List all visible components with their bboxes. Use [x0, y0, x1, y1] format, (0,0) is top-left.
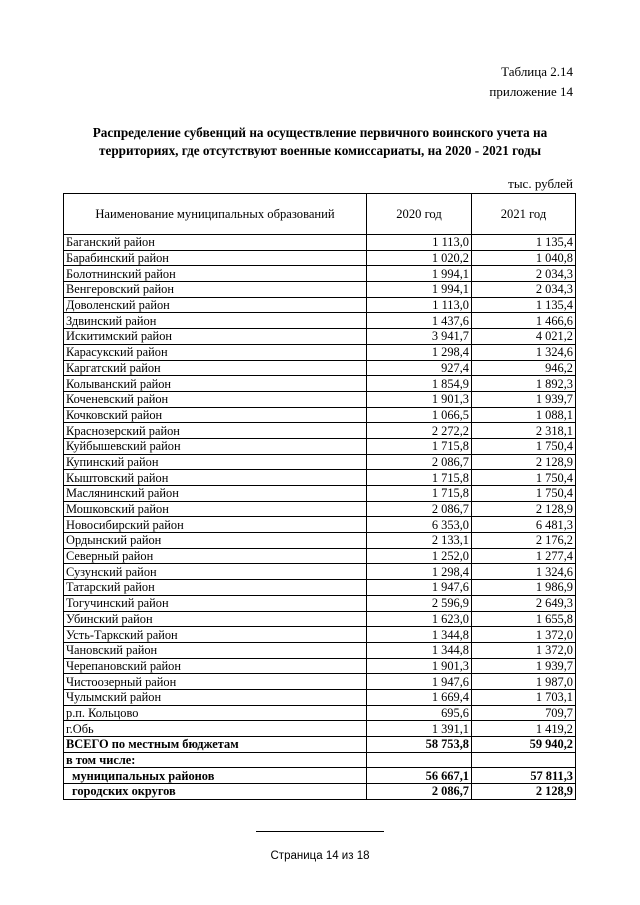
total-label: ВСЕГО по местным бюджетам	[64, 737, 367, 753]
table-row	[64, 282, 576, 298]
table-row	[64, 313, 576, 329]
value-2021: 1 372,0	[472, 627, 576, 643]
value-2021: 1 703,1	[472, 689, 576, 705]
value-2021: 2 176,2	[472, 533, 576, 549]
value-2020: 1 947,6	[367, 674, 472, 690]
value-2020: 927,4	[367, 360, 472, 376]
district-name: Коченевский район	[64, 391, 367, 407]
value-2021: 709,7	[472, 705, 576, 721]
value-2021: 2 318,1	[472, 423, 576, 439]
municipal-districts-2020: 56 667,1	[367, 768, 472, 784]
district-name: Венгеровский район	[64, 282, 367, 298]
municipal-districts-2021: 57 811,3	[472, 768, 576, 784]
value-2020: 1 113,0	[367, 235, 472, 251]
table-row	[64, 611, 576, 627]
value-2021: 1 750,4	[472, 486, 576, 502]
district-name: Чулымский район	[64, 689, 367, 705]
value-2020: 1 298,4	[367, 344, 472, 360]
value-2020: 1 066,5	[367, 407, 472, 423]
value-2021: 1 135,4	[472, 235, 576, 251]
district-name: г.Обь	[64, 721, 367, 737]
value-2020: 1 252,0	[367, 548, 472, 564]
table-row	[64, 595, 576, 611]
table-row	[64, 297, 576, 313]
table-row	[64, 454, 576, 470]
district-name: Барабинский район	[64, 250, 367, 266]
value-2020: 1 437,6	[367, 313, 472, 329]
district-name: Кыштовский район	[64, 470, 367, 486]
value-2021: 1 277,4	[472, 548, 576, 564]
column-header-name: Наименование муниципальных образований	[64, 194, 367, 235]
table-row	[64, 360, 576, 376]
value-2020: 3 941,7	[367, 329, 472, 345]
table-row	[64, 235, 576, 251]
district-name: Ордынский район	[64, 533, 367, 549]
table-row	[64, 689, 576, 705]
value-2021: 2 128,9	[472, 501, 576, 517]
table-header-row	[64, 194, 576, 235]
district-name: Чановский район	[64, 642, 367, 658]
district-name: Маслянинский район	[64, 486, 367, 502]
title-line-2: территориях, где отсутствуют военные комиссариаты, на 2020 - 2021 годы	[99, 143, 541, 158]
value-2021: 4 021,2	[472, 329, 576, 345]
district-name: Усть-Таркский район	[64, 627, 367, 643]
district-name: Кочковский район	[64, 407, 367, 423]
table-row	[64, 486, 576, 502]
district-name: Убинский район	[64, 611, 367, 627]
value-2021: 1 939,7	[472, 391, 576, 407]
district-name: Здвинский район	[64, 313, 367, 329]
district-name: р.п. Кольцово	[64, 705, 367, 721]
table-body	[64, 235, 576, 737]
value-2020: 2 086,7	[367, 501, 472, 517]
table-row	[64, 501, 576, 517]
value-2021: 1 088,1	[472, 407, 576, 423]
value-2020: 1 715,8	[367, 438, 472, 454]
table-row	[64, 376, 576, 392]
column-header-2021: 2021 год	[472, 194, 576, 235]
value-2021: 1 040,8	[472, 250, 576, 266]
value-2020: 1 344,8	[367, 642, 472, 658]
table-row	[64, 470, 576, 486]
total-row	[64, 737, 576, 753]
table-row	[64, 407, 576, 423]
value-2021: 2 034,3	[472, 282, 576, 298]
value-2021: 2 034,3	[472, 266, 576, 282]
table-row	[64, 266, 576, 282]
table-summary	[64, 737, 576, 800]
value-2021: 1 750,4	[472, 470, 576, 486]
district-name: Колыванский район	[64, 376, 367, 392]
district-name: Карасукский район	[64, 344, 367, 360]
district-name: Купинский район	[64, 454, 367, 470]
table-row	[64, 548, 576, 564]
value-2021: 1 655,8	[472, 611, 576, 627]
district-name: Куйбышевский район	[64, 438, 367, 454]
total-2021: 59 940,2	[472, 737, 576, 753]
table-row	[64, 423, 576, 439]
value-2020: 1 994,1	[367, 282, 472, 298]
district-name: Тогучинский район	[64, 595, 367, 611]
value-2021: 1 986,9	[472, 580, 576, 596]
table-row	[64, 250, 576, 266]
district-name: Краснозерский район	[64, 423, 367, 439]
document-title	[60, 124, 580, 160]
including-2021	[472, 752, 576, 768]
value-2020: 1 113,0	[367, 297, 472, 313]
including-2020	[367, 752, 472, 768]
value-2020: 1 947,6	[367, 580, 472, 596]
table-row	[64, 705, 576, 721]
column-header-2020: 2020 год	[367, 194, 472, 235]
unit-label: тыс. рублей	[508, 176, 573, 191]
municipal-districts-label: муниципальных районов	[64, 768, 367, 784]
value-2020: 1 715,8	[367, 470, 472, 486]
value-2020: 6 353,0	[367, 517, 472, 533]
value-2020: 1 623,0	[367, 611, 472, 627]
total-2020: 58 753,8	[367, 737, 472, 753]
urban-districts-label: городских округов	[64, 784, 367, 800]
table-row	[64, 627, 576, 643]
appendix-label: приложение 14	[489, 84, 573, 99]
value-2021: 1 939,7	[472, 658, 576, 674]
value-2020: 2 596,9	[367, 595, 472, 611]
district-name: Мошковский район	[64, 501, 367, 517]
value-2020: 1 344,8	[367, 627, 472, 643]
table-row	[64, 642, 576, 658]
value-2021: 2 649,3	[472, 595, 576, 611]
district-name: Баганский район	[64, 235, 367, 251]
table-row	[64, 517, 576, 533]
table-row	[64, 533, 576, 549]
urban-districts-row	[64, 784, 576, 800]
value-2020: 1 298,4	[367, 564, 472, 580]
district-name: Сузунский район	[64, 564, 367, 580]
table-row	[64, 438, 576, 454]
table-row	[64, 329, 576, 345]
value-2020: 1 715,8	[367, 486, 472, 502]
value-2020: 1 854,9	[367, 376, 472, 392]
value-2021: 1 892,3	[472, 376, 576, 392]
value-2021: 1 987,0	[472, 674, 576, 690]
value-2020: 1 901,3	[367, 658, 472, 674]
district-name: Доволенский район	[64, 297, 367, 313]
district-name: Искитимский район	[64, 329, 367, 345]
table-row	[64, 674, 576, 690]
footer-divider	[256, 831, 384, 832]
table-row	[64, 564, 576, 580]
table-row	[64, 391, 576, 407]
title-line-1: Распределение субвенций на осуществление первичного воинского учета на	[92, 125, 548, 140]
district-name: Черепановский район	[64, 658, 367, 674]
including-label: в том числе:	[64, 752, 367, 768]
value-2021: 1 135,4	[472, 297, 576, 313]
value-2020: 2 133,1	[367, 533, 472, 549]
district-name: Чистоозерный район	[64, 674, 367, 690]
district-name: Болотнинский район	[64, 266, 367, 282]
value-2021: 1 750,4	[472, 438, 576, 454]
value-2020: 1 020,2	[367, 250, 472, 266]
table-row	[64, 658, 576, 674]
district-name: Татарский район	[64, 580, 367, 596]
table-row	[64, 344, 576, 360]
subvention-table	[63, 193, 576, 800]
value-2020: 695,6	[367, 705, 472, 721]
value-2021: 1 324,6	[472, 564, 576, 580]
value-2020: 1 391,1	[367, 721, 472, 737]
value-2021: 1 466,6	[472, 313, 576, 329]
table-number-label: Таблица 2.14	[501, 64, 573, 79]
value-2020: 1 994,1	[367, 266, 472, 282]
value-2021: 946,2	[472, 360, 576, 376]
district-name: Северный район	[64, 548, 367, 564]
value-2021: 1 324,6	[472, 344, 576, 360]
value-2020: 1 901,3	[367, 391, 472, 407]
urban-districts-2020: 2 086,7	[367, 784, 472, 800]
value-2021: 1 419,2	[472, 721, 576, 737]
value-2021: 2 128,9	[472, 454, 576, 470]
municipal-districts-row	[64, 768, 576, 784]
table-row	[64, 721, 576, 737]
urban-districts-2021: 2 128,9	[472, 784, 576, 800]
table-row	[64, 580, 576, 596]
value-2020: 1 669,4	[367, 689, 472, 705]
including-row	[64, 752, 576, 768]
value-2020: 2 272,2	[367, 423, 472, 439]
value-2021: 6 481,3	[472, 517, 576, 533]
district-name: Новосибирский район	[64, 517, 367, 533]
district-name: Каргатский район	[64, 360, 367, 376]
value-2020: 2 086,7	[367, 454, 472, 470]
value-2021: 1 372,0	[472, 642, 576, 658]
page-number: Страница 14 из 18	[270, 850, 370, 862]
